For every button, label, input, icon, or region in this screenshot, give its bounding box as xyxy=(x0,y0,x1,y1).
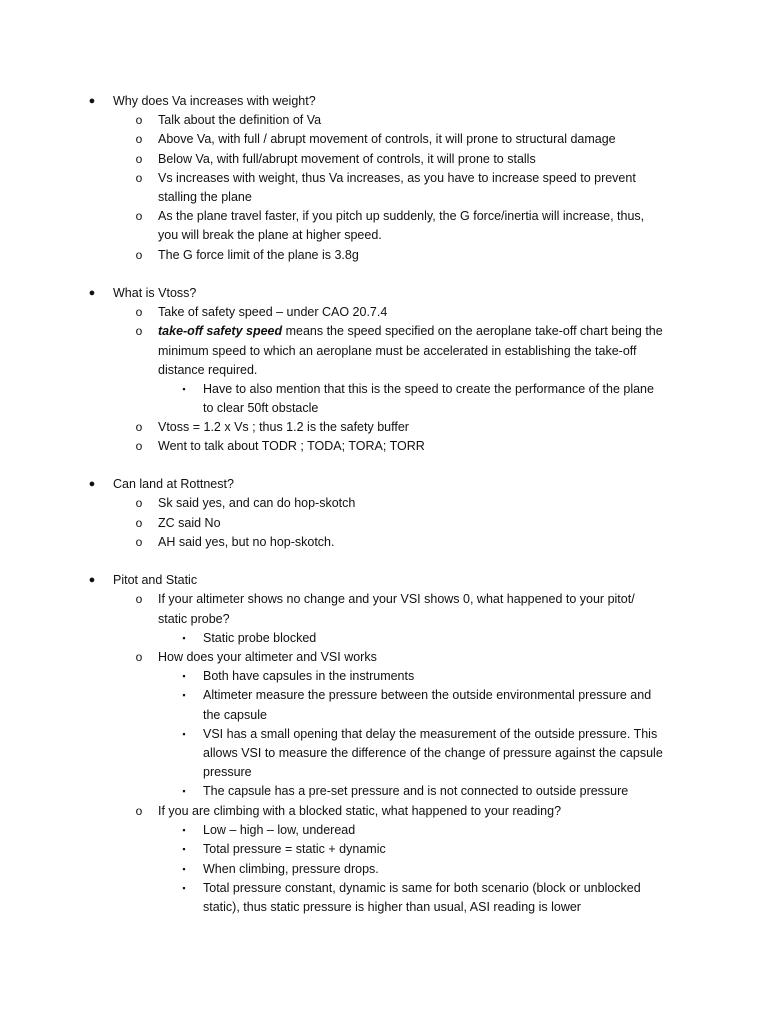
bullet-square-icon: ▪ xyxy=(182,384,186,394)
section-heading xyxy=(0,571,768,590)
sub-list-item-continuation xyxy=(0,399,768,418)
list-item xyxy=(0,418,768,437)
bullet-circle-icon: o xyxy=(135,592,143,606)
bullet-circle-icon: o xyxy=(135,439,143,453)
sub-list-item xyxy=(0,782,768,801)
bullet-circle-icon: o xyxy=(135,152,143,166)
bullet-square-icon: ▪ xyxy=(182,729,186,739)
bullet-disc-icon: ● xyxy=(88,574,96,586)
item-text: pressure xyxy=(203,765,252,779)
list-item xyxy=(0,322,768,341)
list-item-continuation xyxy=(0,226,768,245)
bullet-square-icon: ▪ xyxy=(182,633,186,643)
emphasized-term: take-off safety speed xyxy=(158,324,283,338)
item-text: the capsule xyxy=(203,708,267,722)
item-text: allows VSI to measure the difference of the change of pressure against the capsule xyxy=(203,746,663,760)
item-text: Both have capsules in the instruments xyxy=(203,669,415,683)
bullet-circle-icon: o xyxy=(135,804,143,818)
item-text: you will break the plane at higher speed. xyxy=(158,228,382,242)
bullet-circle-icon: o xyxy=(135,209,143,223)
bullet-circle-icon: o xyxy=(135,535,143,549)
heading-text: Pitot and Static xyxy=(113,573,198,587)
section-heading xyxy=(0,92,768,111)
sub-list-item xyxy=(0,629,768,648)
item-text: If you are climbing with a blocked static, what happened to your reading? xyxy=(158,804,562,818)
list-item xyxy=(0,246,768,265)
list-item xyxy=(0,303,768,322)
list-item xyxy=(0,590,768,609)
item-text: stalling the plane xyxy=(158,190,252,204)
bullet-square-icon: ▪ xyxy=(182,825,186,835)
item-text: Above Va, with full / abrupt movement of controls, it will prone to structural damage xyxy=(158,132,616,146)
section-heading xyxy=(0,475,768,494)
item-text: When climbing, pressure drops. xyxy=(203,862,379,876)
bullet-circle-icon: o xyxy=(135,132,143,146)
list-item-continuation xyxy=(0,610,768,629)
bullet-disc-icon: ● xyxy=(88,287,96,299)
bullet-circle-icon: o xyxy=(135,248,143,262)
bullet-square-icon: ▪ xyxy=(182,844,186,854)
sub-list-item-continuation xyxy=(0,763,768,782)
sub-list-item xyxy=(0,725,768,744)
section-heading xyxy=(0,284,768,303)
sub-list-item xyxy=(0,667,768,686)
item-text: to clear 50ft obstacle xyxy=(203,401,319,415)
bullet-square-icon: ▪ xyxy=(182,883,186,893)
item-text: Sk said yes, and can do hop-skotch xyxy=(158,496,356,510)
bullet-square-icon: ▪ xyxy=(182,786,186,796)
item-text: static), thus static pressure is higher than usual, ASI reading is lower xyxy=(203,900,581,914)
list-item-continuation xyxy=(0,361,768,380)
item-text: VSI has a small opening that delay the measurement of the outside pressure. This xyxy=(203,727,658,741)
bullet-circle-icon: o xyxy=(135,420,143,434)
bullet-circle-icon: o xyxy=(135,113,143,127)
sub-list-item xyxy=(0,380,768,399)
list-item xyxy=(0,494,768,513)
bullet-circle-icon: o xyxy=(135,305,143,319)
item-text: minimum speed to which an aeroplane must be accelerated in establishing the take-off xyxy=(158,344,637,358)
bullet-square-icon: ▪ xyxy=(182,671,186,681)
sub-list-item xyxy=(0,686,768,705)
bullet-circle-icon: o xyxy=(135,324,143,338)
item-text: Low – high – low, underead xyxy=(203,823,356,837)
item-text: Talk about the definition of Va xyxy=(158,113,322,127)
item-text: Vs increases with weight, thus Va increases, as you have to increase speed to prevent xyxy=(158,171,636,185)
list-item xyxy=(0,150,768,169)
item-text: Take of safety speed – under CAO 20.7.4 xyxy=(158,305,388,319)
bullet-square-icon: ▪ xyxy=(182,864,186,874)
item-text: Altimeter measure the pressure between the outside environmental pressure and xyxy=(203,688,652,702)
list-item xyxy=(0,648,768,667)
sub-list-item xyxy=(0,821,768,840)
item-text: Total pressure constant, dynamic is same for both scenario (block or unblocked xyxy=(203,881,641,895)
list-item-continuation xyxy=(0,342,768,361)
item-text: Below Va, with full/abrupt movement of controls, it will prone to stalls xyxy=(158,152,536,166)
bullet-disc-icon: ● xyxy=(88,478,96,490)
bullet-circle-icon: o xyxy=(135,171,143,185)
item-text: If your altimeter shows no change and your VSI shows 0, what happened to your pitot/ xyxy=(158,592,635,606)
item-text: As the plane travel faster, if you pitch up suddenly, the G force/inertia will increase, thus, xyxy=(158,209,645,223)
list-item xyxy=(0,111,768,130)
item-text: Went to talk about TODR ; TODA; TORA; TORR xyxy=(158,439,425,453)
heading-text: What is Vtoss? xyxy=(113,286,197,300)
sub-list-item xyxy=(0,840,768,859)
list-item xyxy=(0,130,768,149)
sub-list-item-continuation xyxy=(0,898,768,917)
item-text: Static probe blocked xyxy=(203,631,317,645)
item-text: The G force limit of the plane is 3.8g xyxy=(158,248,359,262)
list-item xyxy=(0,533,768,552)
item-text xyxy=(158,322,663,341)
sub-list-item xyxy=(0,860,768,879)
heading-text: Why does Va increases with weight? xyxy=(113,94,316,108)
sub-list-item xyxy=(0,879,768,898)
item-text: static probe? xyxy=(158,612,230,626)
sub-list-item-continuation xyxy=(0,706,768,725)
list-item xyxy=(0,169,768,188)
list-item xyxy=(0,437,768,456)
item-text: ZC said No xyxy=(158,516,221,530)
list-item xyxy=(0,802,768,821)
item-text: Have to also mention that this is the speed to create the performance of the plane xyxy=(203,382,654,396)
item-text: How does your altimeter and VSI works xyxy=(158,650,377,664)
bullet-disc-icon: ● xyxy=(88,95,96,107)
bullet-circle-icon: o xyxy=(135,650,143,664)
item-text: Total pressure = static + dynamic xyxy=(203,842,386,856)
bullet-circle-icon: o xyxy=(135,516,143,530)
item-text: Vtoss = 1.2 x Vs ; thus 1.2 is the safety buffer xyxy=(158,420,409,434)
bullet-square-icon: ▪ xyxy=(182,690,186,700)
bullet-circle-icon: o xyxy=(135,496,143,510)
item-text: The capsule has a pre-set pressure and is not connected to outside pressure xyxy=(203,784,629,798)
item-text: AH said yes, but no hop-skotch. xyxy=(158,535,335,549)
item-text: distance required. xyxy=(158,363,258,377)
definition-text: means the speed specified on the aeroplane take-off chart being the xyxy=(282,324,663,338)
list-item xyxy=(0,514,768,533)
list-item xyxy=(0,207,768,226)
sub-list-item-continuation xyxy=(0,744,768,763)
heading-text: Can land at Rottnest? xyxy=(113,477,234,491)
list-item-continuation xyxy=(0,188,768,207)
